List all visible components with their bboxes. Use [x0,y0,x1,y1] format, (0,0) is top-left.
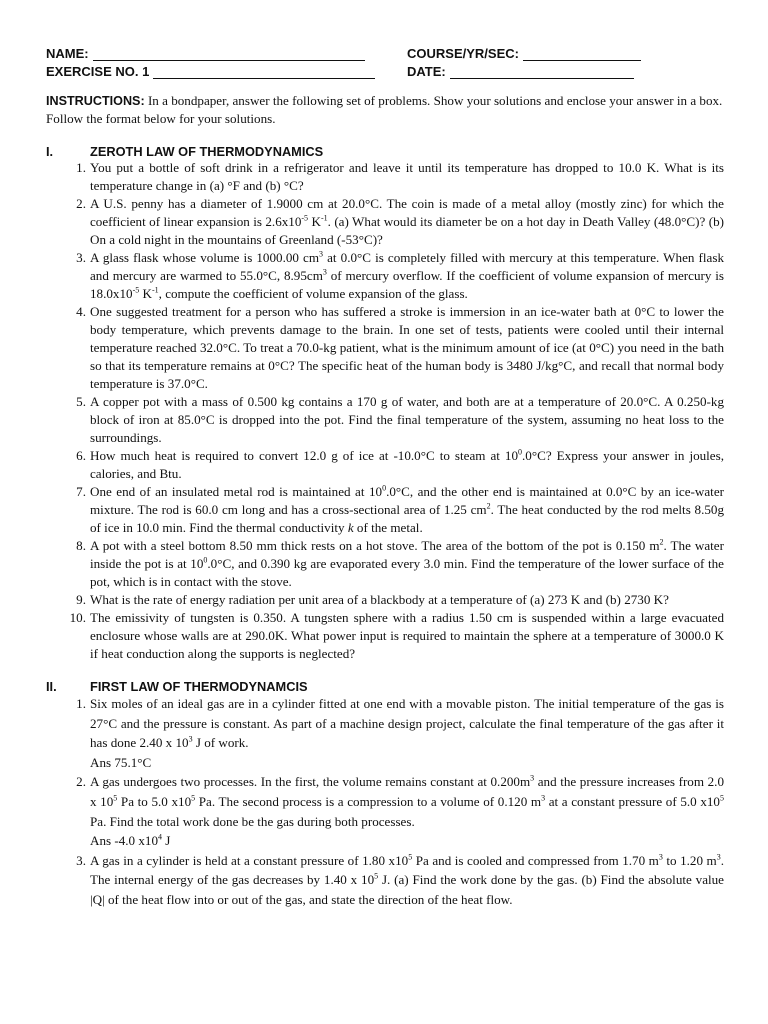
problem-text: What is the rate of energy radiation per unit area of a blackbody at a temperature of (a) 273 K and (b) 2730 K? [90,592,669,607]
instructions-text: In a bondpaper, answer the following set of problems. Show your solutions and enclose your answer in a box. Follow the format below for your solutions. [46,93,723,126]
problem-text: A pot with a steel bottom 8.50 mm thick rests on a hot stove. The area of the bottom of the pot is 0.150 $m^2$. The water inside the pot is at $10^0.0^\circ C$, and 0.390 kg are evaporated every 3.0 min. Find the temperature of the lower surface of the pot, which is in contact with the stove. [90,537,724,589]
problem-text: Six moles of an ideal gas are in a cylinder fitted at one end with a movable piston. The initial temperature of the gas is 27°C and the pressure is constant. As part of a machine design project, calculate the final temperature of the gas after it has done 2.40 x $10^3$ J of work. [90,696,724,751]
problem-number: 6. [76,448,86,463]
section-numeral: I. [46,144,54,159]
problem-item [46,483,724,537]
problem-number: 1. [76,696,86,711]
problem-item [46,591,724,609]
exercise-label: EXERCISE NO. 1 [46,64,150,79]
problem-item [46,249,724,303]
section-numeral: II. [46,679,57,694]
problem-item [46,609,724,663]
date-label: DATE: [407,64,446,79]
problem-text: You put a bottle of soft drink in a refrigerator and leave it until its temperature has dropped to 10.0 K. What is its temperature change in (a) °F and (b) °C? [90,160,724,193]
problem-text: The emissivity of tungsten is 0.350. A tungsten sphere with a radius 1.50 cm is suspended within a large evacuated enclosure whose walls are at 290.0K. What power input is required to maintain the sphere at a temperature of 3000.0 K if heat conduction along the supports is neglected? [90,610,724,661]
problem-text: A gas in a cylinder is held at a constant pressure of 1.80 $x10^5$ Pa and is cooled and compressed from 1.70 $m^3$ to 1.20 $m^3$. The internal energy of the gas decreases by 1.40 x $10^5$ J. (a) Find the work done by the gas. (b) Find the absolute value |Q| of the heat flow into or out of the gas, and state the direction of the heat flow. [90,852,725,907]
instructions [46,92,724,127]
header-fields [46,44,724,80]
problem-item [46,303,724,393]
problem-number: 4. [76,304,86,319]
problem-text: One end of an insulated metal rod is maintained at $10^0.0^\circ C$, and the other end is maintained at 0.0°C by an ice-water mixture. The rod is 60.0 cm long and has a cross-sectional area of 1.25 $cm^2$. The heat conducted by the rod melts 8.50g of ice in 10.0 min. Find the thermal conductivity k of the metal. [90,483,724,535]
name-label: NAME: [46,46,89,61]
problem-number: 3. [76,852,86,868]
problem-text: One suggested treatment for a person who has suffered a stroke is immersion in an ice-water bath at 0°C to lower the body temperature, which prevents damage to the brain. In one set of tests, patients were cooled until their internal temperature reached 32.0°C. To treat a 70.0-kg patient, what is the minimum amount of ice (at 0°C) you need in the bath so that its temperature remains at 0°C? The specific heat of the human body is 3480 J/kg°C, and recall that normal body temperature is 37.0°C. [90,304,724,391]
problem-item [46,694,724,772]
problem-item [46,195,724,249]
problem-number: 10. [69,610,86,625]
problem-number: 2. [76,196,86,211]
problem-list-first-law [46,694,724,910]
problem-number: 2. [76,774,86,790]
course-field[interactable] [407,46,641,61]
section-heading: ZEROTH LAW OF THERMODYNAMICS [90,144,324,159]
problem-list-zeroth-law [46,159,724,663]
problem-number: 3. [76,250,86,265]
problem-item [46,393,724,447]
date-field[interactable] [407,64,634,79]
problem-text: A glass flask whose volume is 1000.00 $cm^3$ at 0.0°C is completely filled with mercury at this temperature. When flask and mercury are warmed to 55.0°C, $8.95cm^3$ of mercury overflow. If the coefficient of volume expansion of mercury is $18.0x10^{-5}$ $K^{-1}$, compute the coefficient of volume expansion of the glass. [90,249,724,301]
section-title [46,679,724,694]
problem-answer: Ans -4.0 $x10^4$ J [90,832,171,849]
problem-number: 8. [76,538,86,553]
problem-text: How much heat is required to convert 12.0 g of ice at -10.0°C to steam at $10^0.0^\circ C$? Express your answer in joules, calories, and Btu. [90,447,724,481]
problem-answer: Ans 75.1°C [90,754,152,770]
problem-item [46,772,724,850]
problem-text: A gas undergoes two processes. In the first, the volume remains constant at $0.200m^3$ and the pressure increases from 2.0 x $10^5$ Pa to 5.0 $x10^5$ Pa. The second process is a compression to a volume of 0.120 $m^3$ at a constant pressure of 5.0 $x10^5$ Pa. Find the total work done be the gas during both processes. [90,774,724,829]
name-field[interactable] [46,46,365,61]
problem-item [46,537,724,591]
section-heading: FIRST LAW OF THERMODYNAMCIS [90,679,308,694]
problem-item [46,159,724,195]
problem-item [46,851,724,910]
exercise-field[interactable] [46,64,375,79]
course-blank-line[interactable] [523,48,641,61]
name-blank-line[interactable] [93,48,365,61]
problem-number: 5. [76,394,86,409]
problem-number: 7. [76,484,86,499]
problem-number: 9. [76,592,86,607]
course-label: COURSE/YR/SEC: [407,46,519,61]
date-blank-line[interactable] [450,66,634,79]
problem-text: A U.S. penny has a diameter of 1.9000 cm at 20.0°C. The coin is made of a metal alloy (mostly zinc) for which the coefficient of linear expansion is $2.6x10^{-5}$ $K^{-1}$. (a) What would its diameter be on a hot day in Death Valley (48.0°C)? (b) On a cold night in the mountains of Greenland (-53°C)? [90,196,725,247]
instructions-label: INSTRUCTIONS: [46,94,145,108]
exercise-blank-line[interactable] [153,66,375,79]
problem-number: 1. [76,160,86,175]
problem-text: A copper pot with a mass of 0.500 kg contains a 170 g of water, and both are at a temperature of 20.0°C. A 0.250-kg block of iron at 85.0°C is dropped into the pot. Find the final temperature of the system, assuming no heat loss to the surroundings. [90,394,724,445]
section-title [46,144,724,159]
problem-item [46,447,724,483]
